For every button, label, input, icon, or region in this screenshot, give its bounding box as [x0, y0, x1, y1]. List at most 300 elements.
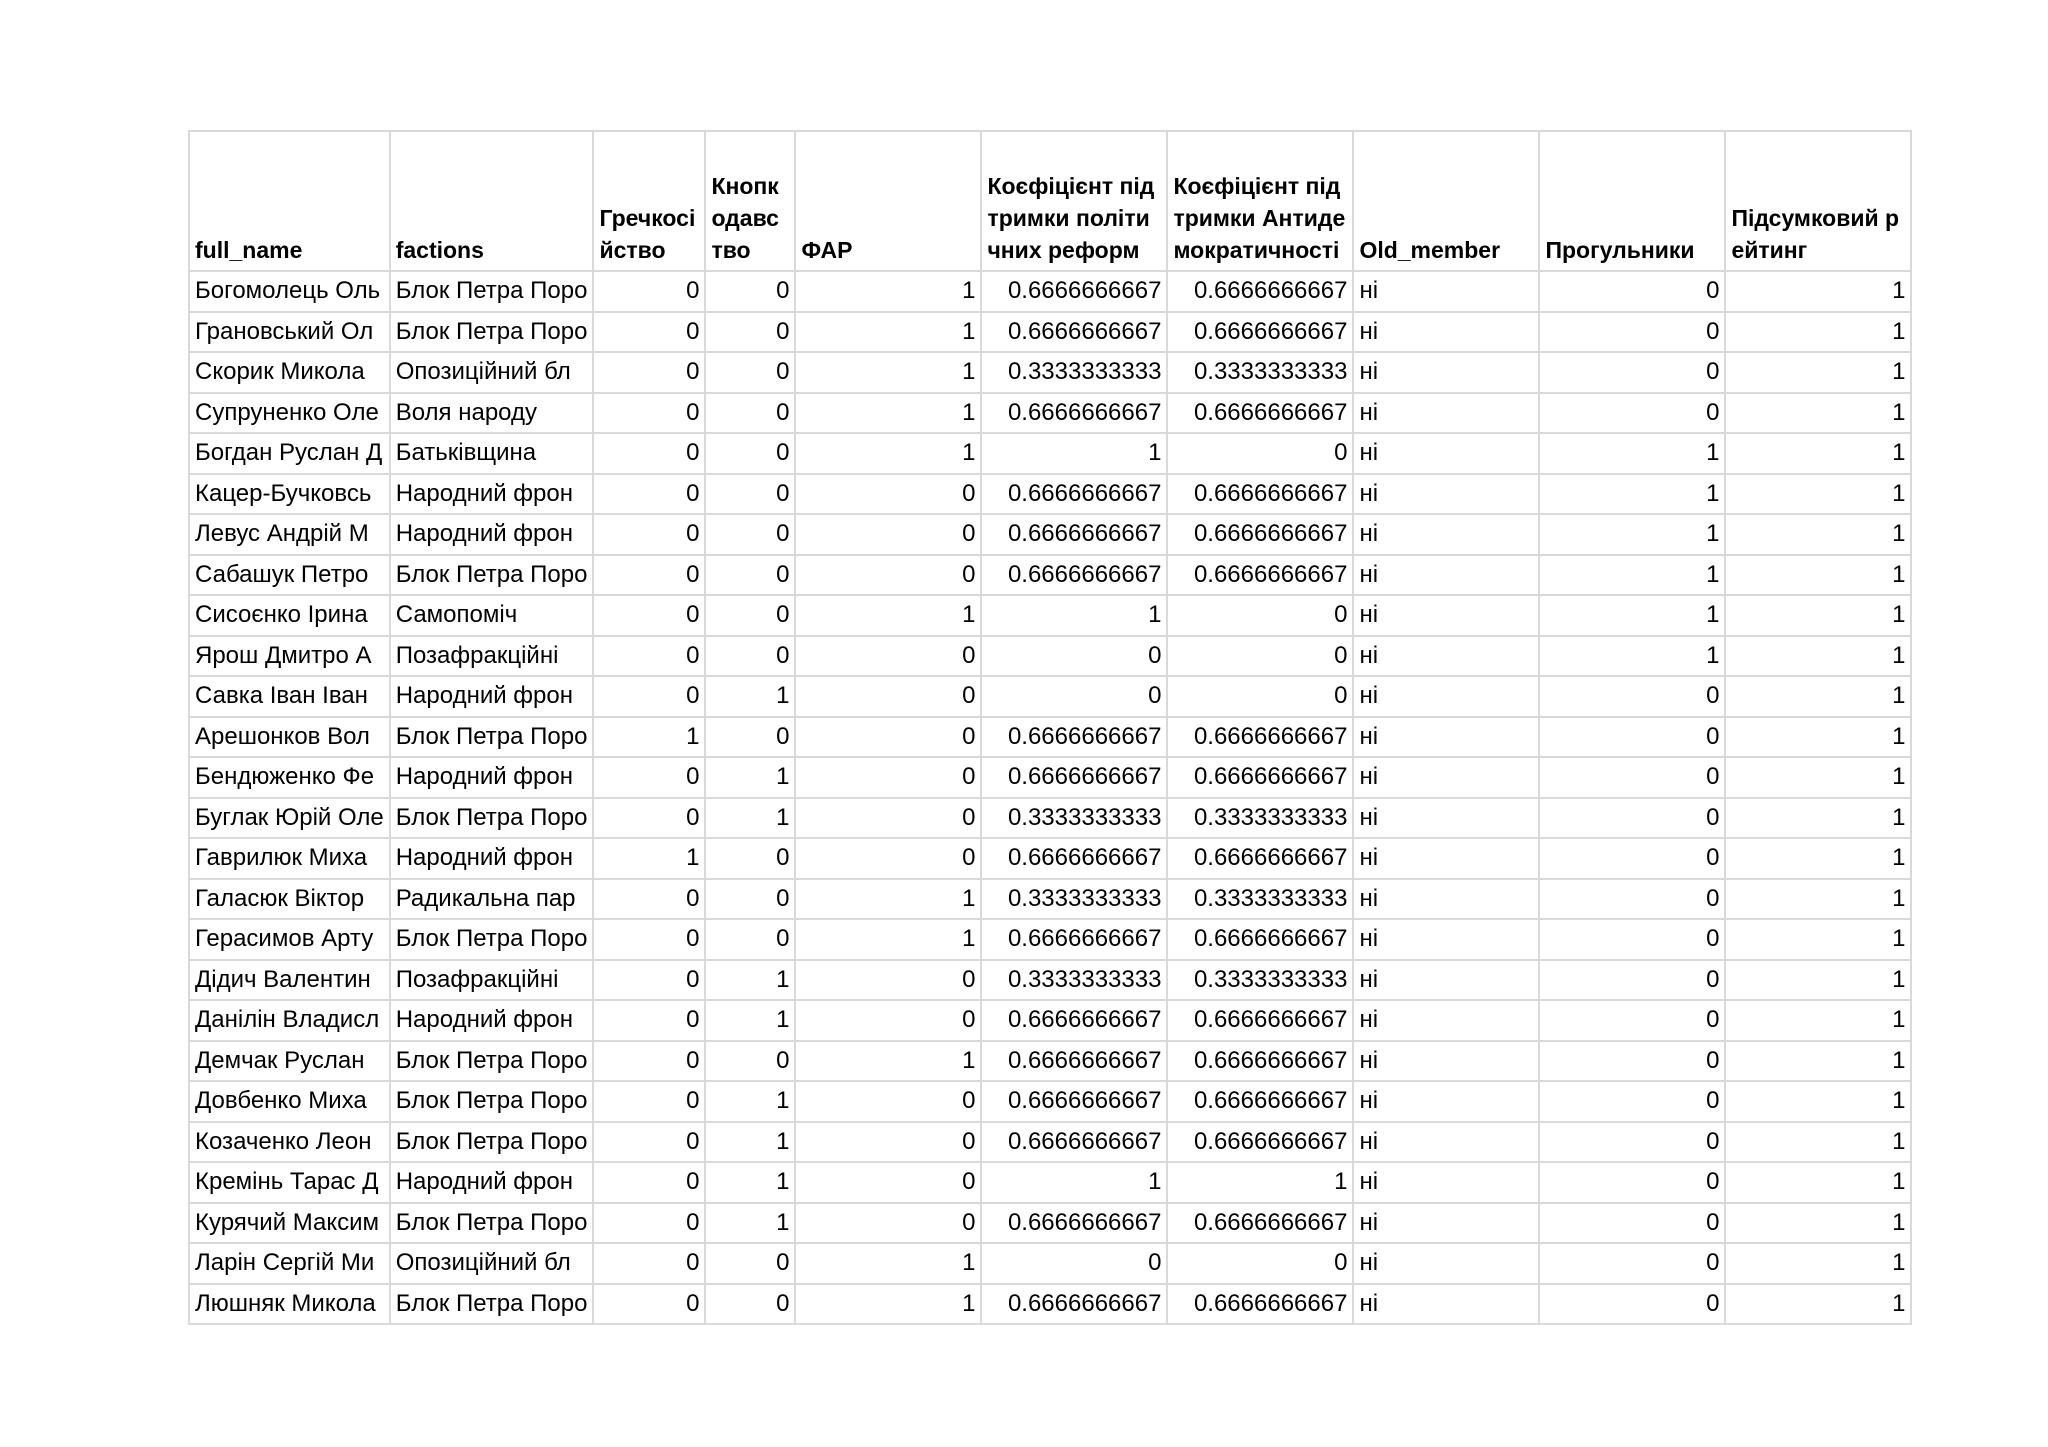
old-member-cell[interactable]: ні — [1353, 352, 1539, 393]
far-cell[interactable]: 0 — [795, 838, 981, 879]
factions-cell[interactable]: Народний фрон — [390, 514, 594, 555]
table-row — [189, 636, 1911, 677]
full-name-cell[interactable]: Люшняк Микола — [189, 1284, 390, 1325]
reform-support-cell[interactable]: 0.6666666667 — [981, 271, 1167, 312]
table-row — [189, 474, 1911, 515]
old-member-cell[interactable]: ні — [1353, 474, 1539, 515]
antidemocracy-support-cell[interactable]: 0 — [1167, 676, 1353, 717]
old-member-cell[interactable]: ні — [1353, 555, 1539, 596]
old-member-cell[interactable]: ні — [1353, 919, 1539, 960]
final-rating-cell[interactable]: 1 — [1725, 1284, 1911, 1325]
far-cell[interactable]: 1 — [795, 1243, 981, 1284]
full-name-cell[interactable]: Демчак Руслан — [189, 1041, 390, 1082]
far-cell[interactable]: 0 — [795, 798, 981, 839]
hrechkosiistvo-cell[interactable]: 1 — [593, 838, 705, 879]
col-factions-header[interactable]: factions — [390, 131, 594, 271]
old-member-cell[interactable]: ні — [1353, 1162, 1539, 1203]
absentees-cell[interactable]: 0 — [1539, 919, 1725, 960]
hrechkosiistvo-cell[interactable]: 0 — [593, 1203, 705, 1244]
absentees-cell[interactable]: 0 — [1539, 1081, 1725, 1122]
old-member-cell[interactable]: ні — [1353, 312, 1539, 353]
factions-cell[interactable]: Блок Петра Поро — [390, 1284, 594, 1325]
final-rating-cell[interactable]: 1 — [1725, 1041, 1911, 1082]
table-row — [189, 271, 1911, 312]
absentees-cell[interactable]: 1 — [1539, 595, 1725, 636]
table-row — [189, 1203, 1911, 1244]
hrechkosiistvo-cell[interactable]: 0 — [593, 514, 705, 555]
absentees-cell[interactable]: 0 — [1539, 838, 1725, 879]
factions-cell[interactable]: Блок Петра Поро — [390, 919, 594, 960]
old-member-cell[interactable]: ні — [1353, 1243, 1539, 1284]
table-row — [189, 798, 1911, 839]
knopkodavstvo-cell[interactable]: 0 — [705, 879, 795, 920]
table-row — [189, 433, 1911, 474]
hrechkosiistvo-cell[interactable]: 0 — [593, 919, 705, 960]
col-antidemocracy-support-header[interactable]: Коєфіцієнт підтримки Антидемократичності — [1167, 131, 1353, 271]
far-cell[interactable]: 0 — [795, 474, 981, 515]
hrechkosiistvo-cell[interactable]: 0 — [593, 1243, 705, 1284]
full-name-cell[interactable]: Савка Іван Іван — [189, 676, 390, 717]
final-rating-cell[interactable]: 1 — [1725, 757, 1911, 798]
hrechkosiistvo-cell[interactable]: 0 — [593, 636, 705, 677]
factions-cell[interactable]: Народний фрон — [390, 474, 594, 515]
far-cell[interactable]: 1 — [795, 1284, 981, 1325]
absentees-cell[interactable]: 0 — [1539, 1284, 1725, 1325]
reform-support-cell[interactable]: 0.6666666667 — [981, 838, 1167, 879]
final-rating-cell[interactable]: 1 — [1725, 1081, 1911, 1122]
table-header — [189, 131, 1911, 271]
reform-support-cell[interactable]: 0.6666666667 — [981, 514, 1167, 555]
final-rating-cell[interactable]: 1 — [1725, 595, 1911, 636]
final-rating-cell[interactable]: 1 — [1725, 555, 1911, 596]
table-row — [189, 1122, 1911, 1163]
absentees-cell[interactable]: 0 — [1539, 1203, 1725, 1244]
col-hrechkosiistvo-header[interactable]: Гречкосійство — [593, 131, 705, 271]
knopkodavstvo-cell[interactable]: 0 — [705, 1284, 795, 1325]
hrechkosiistvo-cell[interactable]: 0 — [593, 1081, 705, 1122]
reform-support-cell[interactable]: 0.3333333333 — [981, 352, 1167, 393]
knopkodavstvo-cell[interactable]: 0 — [705, 1243, 795, 1284]
antidemocracy-support-cell[interactable]: 0.3333333333 — [1167, 879, 1353, 920]
final-rating-cell[interactable]: 1 — [1725, 879, 1911, 920]
absentees-cell[interactable]: 1 — [1539, 433, 1725, 474]
hrechkosiistvo-cell[interactable]: 1 — [593, 717, 705, 758]
absentees-cell[interactable]: 0 — [1539, 1162, 1725, 1203]
reform-support-cell[interactable]: 0.6666666667 — [981, 717, 1167, 758]
knopkodavstvo-cell[interactable]: 1 — [705, 960, 795, 1001]
old-member-cell[interactable]: ні — [1353, 1041, 1539, 1082]
knopkodavstvo-cell[interactable]: 1 — [705, 1000, 795, 1041]
table-row — [189, 595, 1911, 636]
knopkodavstvo-cell[interactable]: 0 — [705, 555, 795, 596]
reform-support-cell[interactable]: 1 — [981, 1162, 1167, 1203]
old-member-cell[interactable]: ні — [1353, 676, 1539, 717]
far-cell[interactable]: 1 — [795, 271, 981, 312]
reform-support-cell[interactable]: 0.3333333333 — [981, 960, 1167, 1001]
full-name-cell[interactable]: Ларін Сергій Ми — [189, 1243, 390, 1284]
hrechkosiistvo-cell[interactable]: 0 — [593, 960, 705, 1001]
spreadsheet-table — [188, 130, 1912, 1325]
hrechkosiistvo-cell[interactable]: 0 — [593, 1122, 705, 1163]
full-name-cell[interactable]: Кремінь Тарас Д — [189, 1162, 390, 1203]
table-row — [189, 879, 1911, 920]
final-rating-cell[interactable]: 1 — [1725, 433, 1911, 474]
factions-cell[interactable]: Батьківщина — [390, 433, 594, 474]
full-name-cell[interactable]: Гаврилюк Миха — [189, 838, 390, 879]
old-member-cell[interactable]: ні — [1353, 271, 1539, 312]
final-rating-cell[interactable]: 1 — [1725, 1162, 1911, 1203]
antidemocracy-support-cell[interactable]: 1 — [1167, 1162, 1353, 1203]
knopkodavstvo-cell[interactable]: 0 — [705, 919, 795, 960]
antidemocracy-support-cell[interactable]: 0.6666666667 — [1167, 555, 1353, 596]
knopkodavstvo-cell[interactable]: 1 — [705, 798, 795, 839]
hrechkosiistvo-cell[interactable]: 0 — [593, 352, 705, 393]
reform-support-cell[interactable]: 1 — [981, 595, 1167, 636]
antidemocracy-support-cell[interactable]: 0 — [1167, 1243, 1353, 1284]
final-rating-cell[interactable]: 1 — [1725, 919, 1911, 960]
knopkodavstvo-cell[interactable]: 0 — [705, 312, 795, 353]
knopkodavstvo-cell[interactable]: 0 — [705, 1041, 795, 1082]
final-rating-cell[interactable]: 1 — [1725, 798, 1911, 839]
table-row — [189, 717, 1911, 758]
hrechkosiistvo-cell[interactable]: 0 — [593, 1041, 705, 1082]
reform-support-cell[interactable]: 0.6666666667 — [981, 555, 1167, 596]
hrechkosiistvo-cell[interactable]: 0 — [593, 474, 705, 515]
hrechkosiistvo-cell[interactable]: 0 — [593, 879, 705, 920]
antidemocracy-support-cell[interactable]: 0.6666666667 — [1167, 514, 1353, 555]
factions-cell[interactable]: Воля народу — [390, 393, 594, 434]
antidemocracy-support-cell[interactable]: 0.6666666667 — [1167, 1122, 1353, 1163]
final-rating-cell[interactable]: 1 — [1725, 838, 1911, 879]
knopkodavstvo-cell[interactable]: 1 — [705, 1122, 795, 1163]
absentees-cell[interactable]: 0 — [1539, 1000, 1725, 1041]
reform-support-cell[interactable]: 0.6666666667 — [981, 1203, 1167, 1244]
far-cell[interactable]: 1 — [795, 352, 981, 393]
factions-cell[interactable]: Позафракційні — [390, 960, 594, 1001]
absentees-cell[interactable]: 0 — [1539, 1122, 1725, 1163]
full-name-cell[interactable]: Герасимов Арту — [189, 919, 390, 960]
absentees-cell[interactable]: 0 — [1539, 1243, 1725, 1284]
factions-cell[interactable]: Позафракційні — [390, 636, 594, 677]
antidemocracy-support-cell[interactable]: 0.6666666667 — [1167, 919, 1353, 960]
final-rating-cell[interactable]: 1 — [1725, 474, 1911, 515]
table-row — [189, 555, 1911, 596]
full-name-cell[interactable]: Сисоєнко Ірина — [189, 595, 390, 636]
reform-support-cell[interactable]: 0 — [981, 636, 1167, 677]
final-rating-cell[interactable]: 1 — [1725, 1203, 1911, 1244]
knopkodavstvo-cell[interactable]: 1 — [705, 1162, 795, 1203]
hrechkosiistvo-cell[interactable]: 0 — [593, 757, 705, 798]
antidemocracy-support-cell[interactable]: 0.6666666667 — [1167, 271, 1353, 312]
old-member-cell[interactable]: ні — [1353, 433, 1539, 474]
reform-support-cell[interactable]: 0.6666666667 — [981, 474, 1167, 515]
far-cell[interactable]: 0 — [795, 1162, 981, 1203]
hrechkosiistvo-cell[interactable]: 0 — [593, 433, 705, 474]
hrechkosiistvo-cell[interactable]: 0 — [593, 798, 705, 839]
table-row — [189, 393, 1911, 434]
old-member-cell[interactable]: ні — [1353, 393, 1539, 434]
knopkodavstvo-cell[interactable]: 0 — [705, 636, 795, 677]
table-row — [189, 757, 1911, 798]
factions-cell[interactable]: Народний фрон — [390, 1000, 594, 1041]
absentees-cell[interactable]: 0 — [1539, 393, 1725, 434]
factions-cell[interactable]: Опозиційний бл — [390, 352, 594, 393]
reform-support-cell[interactable]: 0.6666666667 — [981, 1000, 1167, 1041]
absentees-cell[interactable]: 0 — [1539, 676, 1725, 717]
factions-cell[interactable]: Самопоміч — [390, 595, 594, 636]
table-row — [189, 352, 1911, 393]
old-member-cell[interactable]: ні — [1353, 838, 1539, 879]
header-row — [189, 131, 1911, 271]
final-rating-cell[interactable]: 1 — [1725, 514, 1911, 555]
old-member-cell[interactable]: ні — [1353, 960, 1539, 1001]
knopkodavstvo-cell[interactable]: 0 — [705, 838, 795, 879]
knopkodavstvo-cell[interactable]: 1 — [705, 757, 795, 798]
final-rating-cell[interactable]: 1 — [1725, 717, 1911, 758]
table-row — [189, 1081, 1911, 1122]
full-name-cell[interactable]: Богомолець Оль — [189, 271, 390, 312]
reform-support-cell[interactable]: 0 — [981, 1243, 1167, 1284]
table-row — [189, 676, 1911, 717]
full-name-cell[interactable]: Данілін Владисл — [189, 1000, 390, 1041]
factions-cell[interactable]: Народний фрон — [390, 757, 594, 798]
antidemocracy-support-cell[interactable]: 0.6666666667 — [1167, 838, 1353, 879]
factions-cell[interactable]: Блок Петра Поро — [390, 1041, 594, 1082]
old-member-cell[interactable]: ні — [1353, 879, 1539, 920]
factions-cell[interactable]: Блок Петра Поро — [390, 1081, 594, 1122]
old-member-cell[interactable]: ні — [1353, 1122, 1539, 1163]
factions-cell[interactable]: Радикальна пар — [390, 879, 594, 920]
hrechkosiistvo-cell[interactable]: 0 — [593, 676, 705, 717]
hrechkosiistvo-cell[interactable]: 0 — [593, 271, 705, 312]
col-absentees-header[interactable]: Прогульники — [1539, 131, 1725, 271]
col-old-member-header[interactable]: Old_member — [1353, 131, 1539, 271]
antidemocracy-support-cell[interactable]: 0.6666666667 — [1167, 312, 1353, 353]
far-cell[interactable]: 1 — [795, 393, 981, 434]
table-row — [189, 1243, 1911, 1284]
full-name-cell[interactable]: Бендюженко Фе — [189, 757, 390, 798]
absentees-cell[interactable]: 0 — [1539, 352, 1725, 393]
full-name-cell[interactable]: Грановський Ол — [189, 312, 390, 353]
old-member-cell[interactable]: ні — [1353, 595, 1539, 636]
absentees-cell[interactable]: 0 — [1539, 879, 1725, 920]
factions-cell[interactable]: Блок Петра Поро — [390, 717, 594, 758]
antidemocracy-support-cell[interactable]: 0 — [1167, 595, 1353, 636]
old-member-cell[interactable]: ні — [1353, 1284, 1539, 1325]
far-cell[interactable]: 0 — [795, 676, 981, 717]
reform-support-cell[interactable]: 0.6666666667 — [981, 312, 1167, 353]
table-row — [189, 838, 1911, 879]
absentees-cell[interactable]: 0 — [1539, 1041, 1725, 1082]
full-name-cell[interactable]: Галасюк Віктор — [189, 879, 390, 920]
antidemocracy-support-cell[interactable]: 0.3333333333 — [1167, 352, 1353, 393]
full-name-cell[interactable]: Кацер-Бучковсь — [189, 474, 390, 515]
col-reform-support-header[interactable]: Коєфіцієнт підтримки політичних реформ — [981, 131, 1167, 271]
absentees-cell[interactable]: 0 — [1539, 757, 1725, 798]
reform-support-cell[interactable]: 0.6666666667 — [981, 1122, 1167, 1163]
table-body — [189, 271, 1911, 1324]
table-row — [189, 1162, 1911, 1203]
absentees-cell[interactable]: 1 — [1539, 636, 1725, 677]
antidemocracy-support-cell[interactable]: 0.3333333333 — [1167, 798, 1353, 839]
table-row — [189, 514, 1911, 555]
old-member-cell[interactable]: ні — [1353, 1203, 1539, 1244]
factions-cell[interactable]: Блок Петра Поро — [390, 1122, 594, 1163]
knopkodavstvo-cell[interactable]: 0 — [705, 595, 795, 636]
hrechkosiistvo-cell[interactable]: 0 — [593, 1284, 705, 1325]
hrechkosiistvo-cell[interactable]: 0 — [593, 1162, 705, 1203]
final-rating-cell[interactable]: 1 — [1725, 312, 1911, 353]
full-name-cell[interactable]: Курячий Максим — [189, 1203, 390, 1244]
table-row — [189, 960, 1911, 1001]
knopkodavstvo-cell[interactable]: 0 — [705, 352, 795, 393]
antidemocracy-support-cell[interactable]: 0.6666666667 — [1167, 757, 1353, 798]
far-cell[interactable]: 1 — [795, 433, 981, 474]
knopkodavstvo-cell[interactable]: 1 — [705, 1081, 795, 1122]
full-name-cell[interactable]: Супруненко Оле — [189, 393, 390, 434]
far-cell[interactable]: 0 — [795, 514, 981, 555]
reform-support-cell[interactable]: 0.6666666667 — [981, 1284, 1167, 1325]
absentees-cell[interactable]: 0 — [1539, 798, 1725, 839]
antidemocracy-support-cell[interactable]: 0 — [1167, 636, 1353, 677]
full-name-cell[interactable]: Ярош Дмитро А — [189, 636, 390, 677]
table-row — [189, 1000, 1911, 1041]
col-full-name-header[interactable]: full_name — [189, 131, 390, 271]
absentees-cell[interactable]: 0 — [1539, 717, 1725, 758]
knopkodavstvo-cell[interactable]: 0 — [705, 717, 795, 758]
far-cell[interactable]: 0 — [795, 636, 981, 677]
reform-support-cell[interactable]: 0.3333333333 — [981, 798, 1167, 839]
far-cell[interactable]: 0 — [795, 555, 981, 596]
far-cell[interactable]: 1 — [795, 879, 981, 920]
absentees-cell[interactable]: 0 — [1539, 960, 1725, 1001]
factions-cell[interactable]: Опозиційний бл — [390, 1243, 594, 1284]
knopkodavstvo-cell[interactable]: 0 — [705, 393, 795, 434]
final-rating-cell[interactable]: 1 — [1725, 676, 1911, 717]
factions-cell[interactable]: Народний фрон — [390, 1162, 594, 1203]
old-member-cell[interactable]: ні — [1353, 717, 1539, 758]
hrechkosiistvo-cell[interactable]: 0 — [593, 1000, 705, 1041]
absentees-cell[interactable]: 1 — [1539, 474, 1725, 515]
reform-support-cell[interactable]: 0 — [981, 676, 1167, 717]
factions-cell[interactable]: Блок Петра Поро — [390, 312, 594, 353]
far-cell[interactable]: 0 — [795, 1081, 981, 1122]
col-far-header[interactable]: ФАР — [795, 131, 981, 271]
full-name-cell[interactable]: Довбенко Миха — [189, 1081, 390, 1122]
far-cell[interactable]: 0 — [795, 1000, 981, 1041]
hrechkosiistvo-cell[interactable]: 0 — [593, 555, 705, 596]
table-row — [189, 312, 1911, 353]
far-cell[interactable]: 0 — [795, 757, 981, 798]
antidemocracy-support-cell[interactable]: 0.6666666667 — [1167, 474, 1353, 515]
old-member-cell[interactable]: ні — [1353, 1000, 1539, 1041]
antidemocracy-support-cell[interactable]: 0.6666666667 — [1167, 717, 1353, 758]
reform-support-cell[interactable]: 0.6666666667 — [981, 393, 1167, 434]
factions-cell[interactable]: Блок Петра Поро — [390, 271, 594, 312]
old-member-cell[interactable]: ні — [1353, 1081, 1539, 1122]
knopkodavstvo-cell[interactable]: 1 — [705, 676, 795, 717]
antidemocracy-support-cell[interactable]: 0.6666666667 — [1167, 1000, 1353, 1041]
final-rating-cell[interactable]: 1 — [1725, 1122, 1911, 1163]
old-member-cell[interactable]: ні — [1353, 514, 1539, 555]
final-rating-cell[interactable]: 1 — [1725, 352, 1911, 393]
far-cell[interactable]: 1 — [795, 1041, 981, 1082]
old-member-cell[interactable]: ні — [1353, 636, 1539, 677]
old-member-cell[interactable]: ні — [1353, 798, 1539, 839]
factions-cell[interactable]: Блок Петра Поро — [390, 798, 594, 839]
far-cell[interactable]: 1 — [795, 595, 981, 636]
full-name-cell[interactable]: Сабашук Петро — [189, 555, 390, 596]
far-cell[interactable]: 0 — [795, 1203, 981, 1244]
absentees-cell[interactable]: 1 — [1539, 514, 1725, 555]
table-row — [189, 1041, 1911, 1082]
full-name-cell[interactable]: Богдан Руслан Д — [189, 433, 390, 474]
hrechkosiistvo-cell[interactable]: 0 — [593, 393, 705, 434]
antidemocracy-support-cell[interactable]: 0.6666666667 — [1167, 1203, 1353, 1244]
full-name-cell[interactable]: Арешонков Вол — [189, 717, 390, 758]
reform-support-cell[interactable]: 0.6666666667 — [981, 919, 1167, 960]
hrechkosiistvo-cell[interactable]: 0 — [593, 595, 705, 636]
far-cell[interactable]: 1 — [795, 312, 981, 353]
old-member-cell[interactable]: ні — [1353, 757, 1539, 798]
reform-support-cell[interactable]: 0.6666666667 — [981, 1081, 1167, 1122]
reform-support-cell[interactable]: 1 — [981, 433, 1167, 474]
antidemocracy-support-cell[interactable]: 0.6666666667 — [1167, 393, 1353, 434]
hrechkosiistvo-cell[interactable]: 0 — [593, 312, 705, 353]
far-cell[interactable]: 1 — [795, 919, 981, 960]
col-final-rating-header[interactable]: Підсумковий рейтинг — [1725, 131, 1911, 271]
knopkodavstvo-cell[interactable]: 0 — [705, 271, 795, 312]
factions-cell[interactable]: Народний фрон — [390, 676, 594, 717]
knopkodavstvo-cell[interactable]: 0 — [705, 474, 795, 515]
absentees-cell[interactable]: 0 — [1539, 271, 1725, 312]
factions-cell[interactable]: Народний фрон — [390, 838, 594, 879]
final-rating-cell[interactable]: 1 — [1725, 636, 1911, 677]
antidemocracy-support-cell[interactable]: 0.6666666667 — [1167, 1081, 1353, 1122]
full-name-cell[interactable]: Скорик Микола — [189, 352, 390, 393]
full-name-cell[interactable]: Буглак Юрій Оле — [189, 798, 390, 839]
factions-cell[interactable]: Блок Петра Поро — [390, 1203, 594, 1244]
antidemocracy-support-cell[interactable]: 0.6666666667 — [1167, 1284, 1353, 1325]
col-knopkodavstvo-header[interactable]: Кнопкодавство — [705, 131, 795, 271]
full-name-cell[interactable]: Дідич Валентин — [189, 960, 390, 1001]
table-row — [189, 1284, 1911, 1325]
final-rating-cell[interactable]: 1 — [1725, 1000, 1911, 1041]
knopkodavstvo-cell[interactable]: 1 — [705, 1203, 795, 1244]
reform-support-cell[interactable]: 0.6666666667 — [981, 757, 1167, 798]
antidemocracy-support-cell[interactable]: 0.3333333333 — [1167, 960, 1353, 1001]
antidemocracy-support-cell[interactable]: 0.6666666667 — [1167, 1041, 1353, 1082]
full-name-cell[interactable]: Левус Андрій М — [189, 514, 390, 555]
absentees-cell[interactable]: 0 — [1539, 312, 1725, 353]
far-cell[interactable]: 0 — [795, 717, 981, 758]
far-cell[interactable]: 0 — [795, 960, 981, 1001]
reform-support-cell[interactable]: 0.3333333333 — [981, 879, 1167, 920]
table-row — [189, 919, 1911, 960]
final-rating-cell[interactable]: 1 — [1725, 1243, 1911, 1284]
factions-cell[interactable]: Блок Петра Поро — [390, 555, 594, 596]
final-rating-cell[interactable]: 1 — [1725, 271, 1911, 312]
absentees-cell[interactable]: 1 — [1539, 555, 1725, 596]
knopkodavstvo-cell[interactable]: 0 — [705, 433, 795, 474]
full-name-cell[interactable]: Козаченко Леон — [189, 1122, 390, 1163]
final-rating-cell[interactable]: 1 — [1725, 393, 1911, 434]
reform-support-cell[interactable]: 0.6666666667 — [981, 1041, 1167, 1082]
knopkodavstvo-cell[interactable]: 0 — [705, 514, 795, 555]
far-cell[interactable]: 0 — [795, 1122, 981, 1163]
antidemocracy-support-cell[interactable]: 0 — [1167, 433, 1353, 474]
final-rating-cell[interactable]: 1 — [1725, 960, 1911, 1001]
